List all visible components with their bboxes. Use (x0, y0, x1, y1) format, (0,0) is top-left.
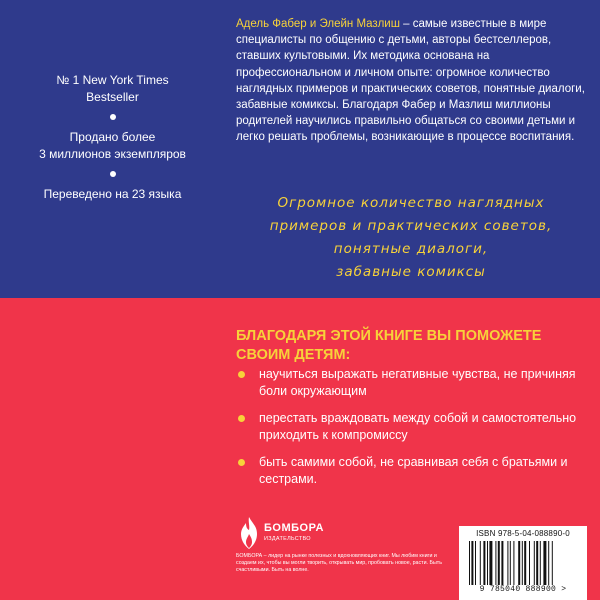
author-description (236, 16, 586, 146)
bullet-icon (238, 415, 245, 422)
benefits-list (236, 366, 586, 498)
bullet-icon (238, 371, 245, 378)
list-item: перестать враждовать между собой и самостоятельно приходить к компромиссу (236, 410, 586, 444)
tagline-line: примеров и практических советов, (269, 218, 553, 234)
tagline-line: забавные комиксы (336, 264, 486, 280)
tagline-line: понятные диалоги, (333, 241, 489, 257)
benefits-heading: БЛАГОДАРЯ ЭТОЙ КНИГЕ ВЫ ПОМОЖЕТЕ СВОИМ ДЕТЯМ: (236, 328, 542, 363)
publisher-name: БОМБОРА (264, 522, 324, 534)
publisher-logo (238, 516, 358, 552)
author-names: Адель Фабер и Элейн Мазлиш (236, 18, 400, 30)
barcode-digits: 9 785040 888900 > (479, 585, 567, 594)
bullet-icon (238, 459, 245, 466)
stats-column (30, 72, 195, 203)
list-item: быть самими собой, не сравнивая себя с братьями и сестрами. (236, 454, 586, 488)
list-item: научиться выражать негативные чувства, не причиняя боли окружающим (236, 366, 586, 400)
isbn-label: ISBN 978-5-04-088890-0 (476, 529, 570, 538)
publisher-fine-print: БОМБОРА – лидер на рынке полезных и вдохновляющих книг. Мы любим книги и создаем их, чтобы вы могли творить, открывать мир, пробовать новое, расти. Быть счастливыми. Быть на волне. (236, 553, 442, 573)
tagline-line: Огромное количество наглядных (277, 195, 545, 211)
handwritten-tagline (236, 192, 586, 284)
stat-translations: Переведено на 23 языка (43, 187, 182, 201)
publisher-subtitle: ИЗДАТЕЛЬСТВО (264, 536, 311, 542)
barcode-bars (467, 541, 579, 585)
stat-divider-dot (110, 114, 116, 120)
stat-copies-sold: Продано более 3 миллионов экземпляров (39, 130, 186, 161)
stat-bestseller: № 1 New York Times Bestseller (56, 73, 169, 104)
barcode (459, 526, 587, 600)
stat-divider-dot (110, 171, 116, 177)
description-body: – самые известные в мире специалисты по общению с детьми, авторы бестселлеров, ставших культовыми. Их методика основана на профессиональном и личном опыте: огромное количество наглядных примеров и практических советов, понятные диалоги, забавные комиксы. Благодаря Фабер и Мазлиш миллионы родителей научились правильно общаться со своими детьми и легко решать проблемы, возникающие в процессе воспитания. (236, 18, 585, 144)
flame-icon (238, 516, 260, 550)
